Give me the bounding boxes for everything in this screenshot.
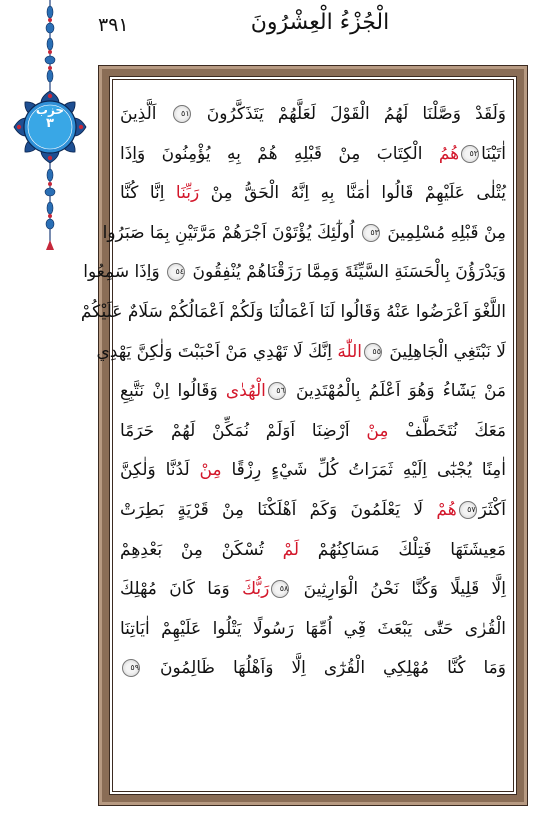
text-area [80,76,517,795]
line-text: وَمَا كُنَّا مُهْلِكِي الْقُرٰٓى اِلَّا وَاَهْلُهَا ظَالِمُونَ [142,658,506,679]
highlighted-word: الْهُدٰى [225,381,266,402]
line-text: اِنَّا كُنَّا [120,183,176,204]
line-text: لَا نَبْتَغِي الْجَاهِلِينَ [384,341,506,362]
highlighted-word: هُمْ [436,499,457,520]
highlighted-word: مِنْ [366,420,389,441]
text-line [80,293,516,333]
ayah-number-marker: ٥٤ [167,263,185,281]
line-text: لَدُنَّا وَلٰكِنَّ [120,460,200,481]
line-text: لَا يَعْلَمُونَ وَكَمْ اَهْلَكْنَا مِنْ قَرْيَةٍ بَطِرَتْ [120,499,437,520]
line-text: وَمَا كَانَ مُهْلِكَ [120,579,243,600]
line-text: اٰمِنًا يُجْبٰٓى اِلَيْهِ ثَمَرَاتُ كُلِّ شَيْءٍ رِزْقًا [221,460,506,481]
quran-text [80,95,516,689]
line-text: اِلَّا قَلِيلًا وَكُنَّا نَحْنُ الْوَارِثِينَ [291,579,506,600]
page-number: ٣٩١ [98,14,129,36]
ayah-number-marker: ٥٨ [271,580,289,598]
line-text: يُتْلٰى عَلَيْهِمْ قَالُوا اٰمَنَّا بِهِ اِنَّهُ الْحَقُّ مِنْ [199,183,506,204]
line-text: مَنْ يَشَٓاءُ وَهُوَ اَعْلَمُ بِالْمُهْتَدِينَ [287,381,506,402]
line-text: الْكِتَابَ مِنْ قَبْلِهِ هُمْ بِهِ يُؤْمِنُونَ وَاِذَا [120,143,439,164]
line-text: تُسْكَنْ مِنْ بَعْدِهِمْ [120,539,283,560]
text-line [96,333,516,373]
text-line [110,95,516,135]
ayah-number-marker: ٥٥ [364,343,382,361]
line-text: وَاِذَا سَمِعُوا [83,262,166,283]
highlighted-word: مِنْ [199,460,222,481]
ayah-number-marker: ٥٢ [461,145,479,163]
highlighted-word: هُمُ [438,143,460,164]
line-text: مَعَكَ نُتَخَطَّفْ [388,420,507,441]
highlighted-word: رَبُّكَ [242,579,270,600]
text-line [110,649,516,689]
text-line [83,253,516,293]
text-line [102,214,516,254]
line-text: اُولٰٓئِكَ يُؤْتَوْنَ اَجْرَهُمْ مَرَّتَيْنِ بِمَا صَبَرُوا [102,222,360,243]
line-text: وَلَقَدْ وَصَّلْنَا لَهُمُ الْقَوْلَ لَعَلَّهُمْ يَتَذَكَّرُونَ [192,104,506,124]
text-line [110,174,516,214]
line-text: مَعِيشَتَهَا فَتِلْكَ مَسَاكِنُهُمْ [299,539,506,560]
highlighted-word: لَمْ [282,539,300,560]
ayah-number-marker: ٥٩ [122,659,140,677]
line-text: اِنَّكَ لَا تَهْدِي مَنْ اَحْبَبْتَ وَلٰكِنَّ يَهْدِي [96,341,338,362]
hizb-number: ٣ [46,116,54,131]
text-line [110,372,516,412]
text-line [110,570,516,610]
page-frame [80,65,528,806]
text-line [110,610,516,650]
line-text: اَلَّذِينَ [120,104,171,124]
highlighted-word: رَبِّنَا [175,183,200,204]
text-line [110,451,516,491]
ayah-number-marker: ٥١ [173,105,191,123]
line-text: مِنْ قَبْلِهِ مُسْلِمِينَ [381,222,506,243]
hizb-word: حزب [35,103,65,117]
text-line [110,135,516,175]
line-text: وَيَدْرَؤُنَ بِالْحَسَنَةِ السَّيِّئَةَ وَمِمَّا رَزَقْنَاهُمْ يُنْفِقُونَ [187,262,506,283]
text-line [110,491,516,531]
line-text: وَقَالُوا اِنْ نَتَّبِعِ [120,381,226,402]
text-line [110,412,516,452]
hizb-label [24,103,76,131]
line-text: اَكْثَرَ [478,499,506,520]
highlighted-word: اللّٰهَ [337,341,362,362]
line-text: اٰتَيْنَا [481,143,506,164]
text-line [110,531,516,571]
line-text: اللَّغْوَ اَعْرَضُوا عَنْهُ وَقَالُوا لَنَا اَعْمَالُنَا وَلَكُمْ اَعْمَالُكُمْ سَلَامٌ عَلَيْكُمْ [80,301,506,322]
juz-title: الْجُزْءُ الْعِشْرُونَ [250,10,390,35]
ayah-number-marker: ٥٧ [459,501,477,519]
ayah-number-marker: ٥٣ [362,224,380,242]
line-text: اَرْضِنَا اَوَلَمْ نُمَكِّنْ لَهُمْ حَرَمًا [120,420,367,441]
line-text: الْقُرٰى حَتّٰى يَبْعَثَ فِٓي اُمِّهَا رَسُولًا يَتْلُوا عَلَيْهِمْ اٰيَاتِنَا [120,618,506,639]
ayah-number-marker: ٥٦ [268,382,286,400]
